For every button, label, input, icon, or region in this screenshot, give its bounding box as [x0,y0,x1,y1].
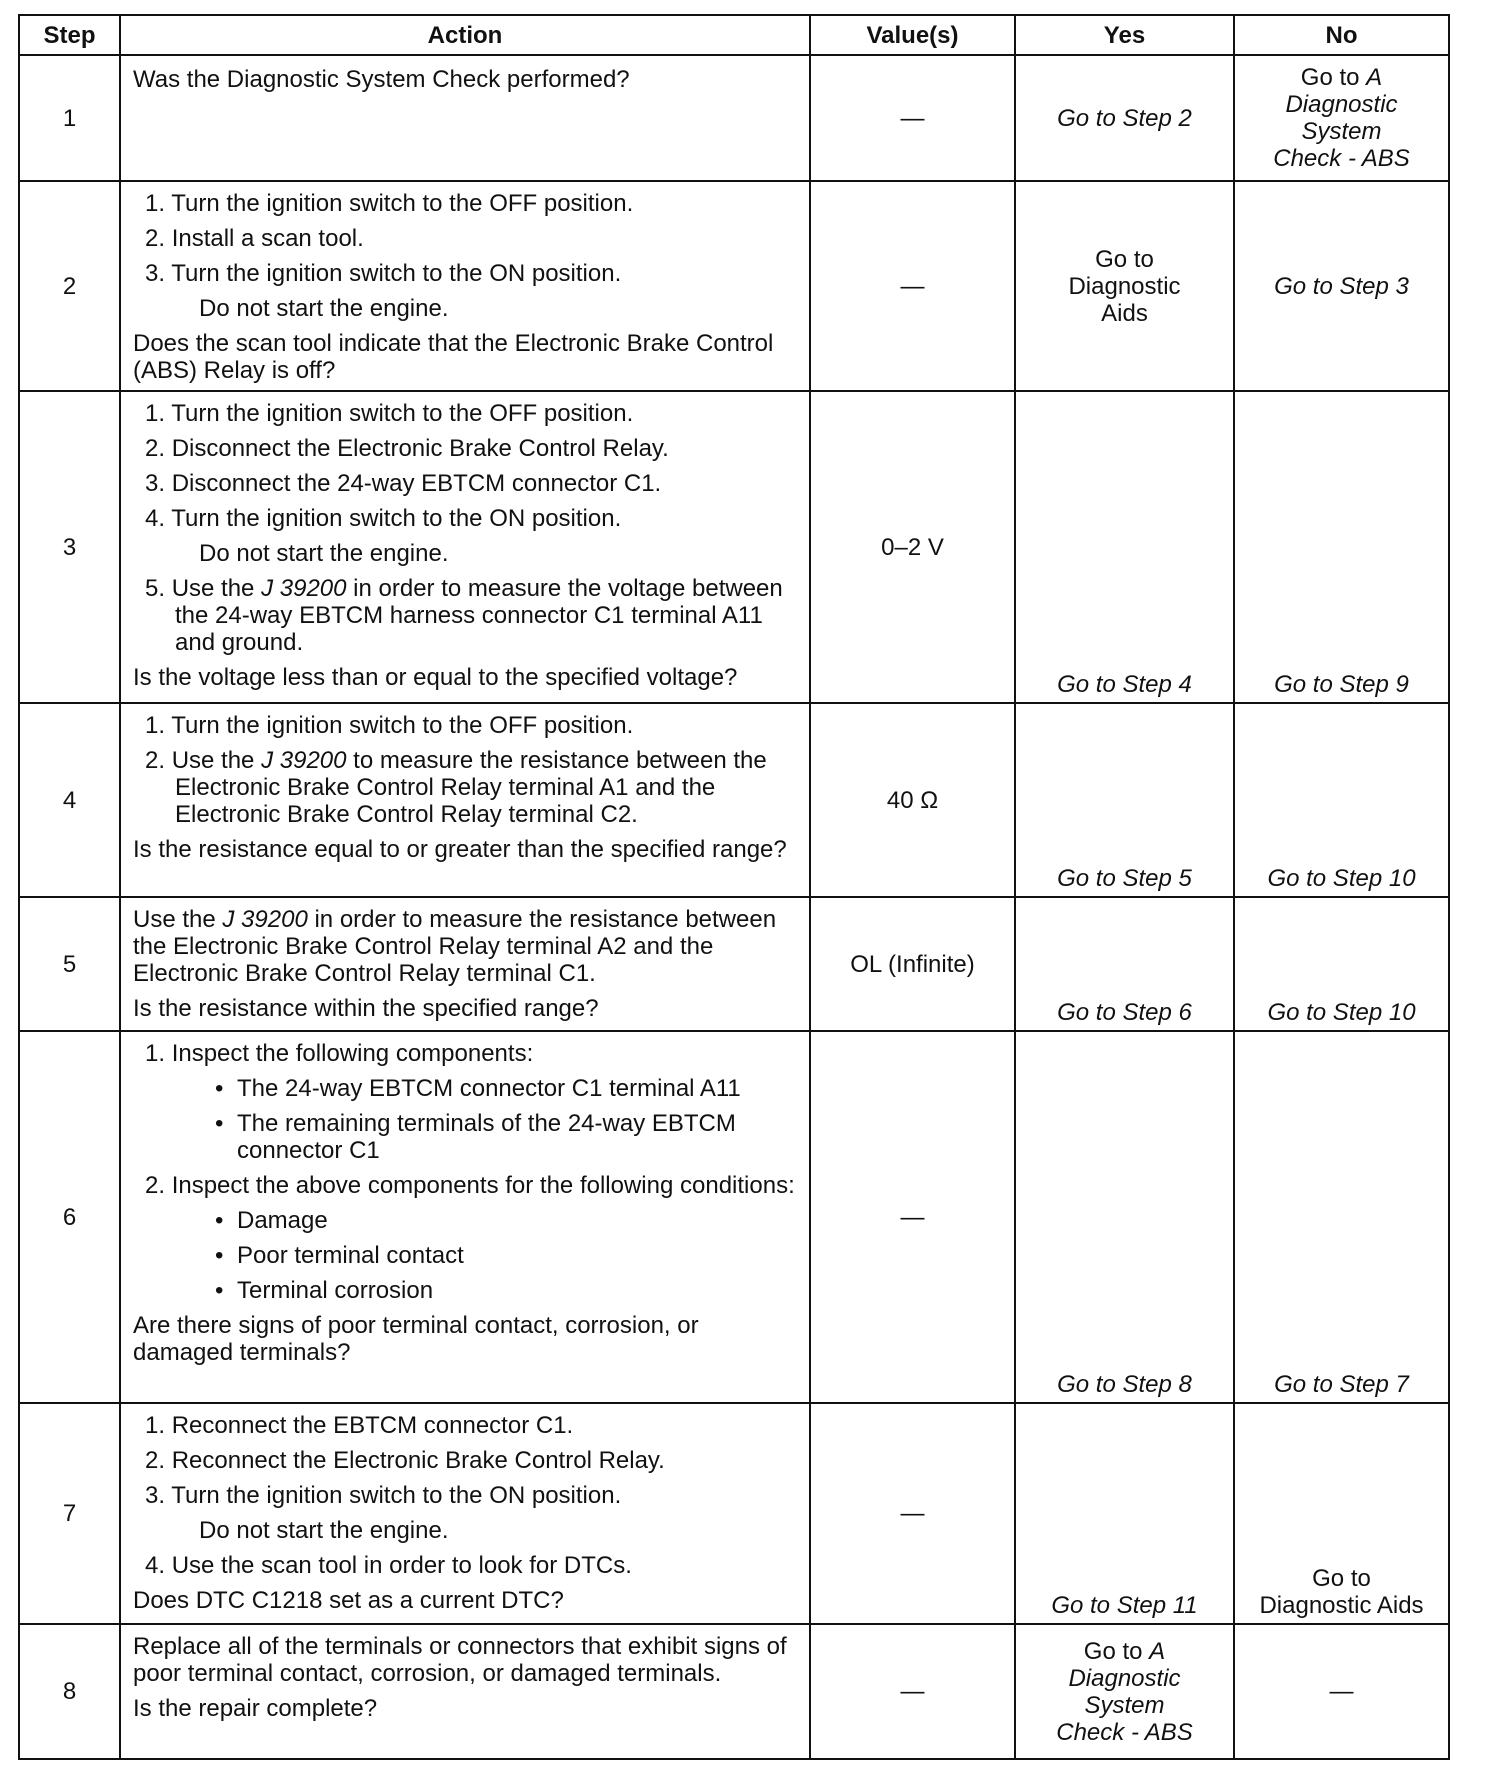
yes-text: Go to Diagnostic Aids [1068,245,1181,327]
value-cell: 0–2 V [810,391,1015,703]
bullet-item [133,1207,797,1234]
action-step [133,747,797,828]
action-cell [120,897,810,1031]
no-cell [1234,1031,1449,1403]
step-index: 2. [145,435,166,462]
action-step [133,505,797,532]
action-question: Is the voltage less than or equal to the specified voltage? [133,664,738,691]
no-cell [1234,703,1449,897]
action-question: Is the resistance within the specified range? [133,995,599,1022]
bullet-item [133,1277,797,1304]
yes-cell [1015,1031,1234,1403]
step-text: to measure the resistance between the Electronic Brake Control Relay terminal A1 and the Electronic Brake Control Relay terminal C2. [175,747,767,828]
table-row [19,1624,1449,1759]
yes-cell [1015,1403,1234,1624]
value-cell: — [810,181,1015,391]
bullet-text: The remaining terminals of the 24-way EBTCM connector C1 [237,1110,736,1164]
action-step [133,575,797,656]
step-text: Turn the ignition switch to the ON position. [171,505,622,532]
no-link: Go to Step 10 [1267,865,1416,892]
step-number: 6 [19,1031,120,1403]
value-cell: 40 Ω [810,703,1015,897]
value-cell: — [810,1624,1015,1759]
step-index: 2. [145,225,166,252]
bullet-text: Poor terminal contact [237,1242,464,1269]
step-index: 5. [145,575,166,602]
header-step: Step [19,15,120,55]
diagnostic-table [18,14,1450,1760]
tool-name: J 39200 [261,747,347,774]
bullet-item [133,1110,797,1164]
step-index: 3. [145,470,166,497]
step-text: Turn the ignition switch to the OFF position. [171,712,634,739]
action-cell [120,703,810,897]
action-step [133,712,797,739]
bullet-text: Terminal corrosion [237,1277,434,1304]
action-step [133,190,797,217]
yes-link: Go to Step 2 [1057,104,1192,132]
tool-name: J 39200 [261,575,347,602]
no-link: Go to Step 9 [1274,671,1409,698]
action-text: Replace all of the terminals or connectors that exhibit signs of poor terminal contact, corrosion, or damaged terminals. [133,1633,787,1687]
no-cell [1234,897,1449,1031]
action-note: Do not start the engine. [199,295,449,322]
action-question: Does DTC C1218 set as a current DTC? [133,1587,564,1614]
step-text: Inspect the following components: [171,1040,534,1067]
yes-link: Go to Step 6 [1057,999,1192,1026]
no-cell [1234,55,1449,181]
step-text: Turn the ignition switch to the ON position. [171,1482,622,1509]
header-no: No [1234,15,1449,55]
step-number: 4 [19,703,120,897]
step-text: Inspect the above components for the following conditions: [171,1172,795,1199]
yes-link: Go to Step 4 [1057,671,1192,698]
bullet-text: The 24-way EBTCM connector C1 terminal A11 [237,1075,741,1102]
step-index: 2. [145,747,166,774]
header-action: Action [120,15,810,55]
yes-cell [1015,703,1234,897]
bullet-icon: • [215,1207,224,1234]
no-cell [1234,391,1449,703]
step-index: 1. [145,712,166,739]
step-text: Reconnect the Electronic Brake Control Relay. [171,1447,665,1474]
action-question: Are there signs of poor terminal contact, corrosion, or damaged terminals? [133,1312,699,1366]
no-text: Go to Diagnostic Aids [1259,1565,1424,1619]
step-text: Reconnect the EBTCM connector C1. [171,1412,574,1439]
yes-cell [1015,1624,1234,1759]
step-number: 3 [19,391,120,703]
bullet-text: Damage [237,1207,328,1234]
action-step [133,1552,797,1579]
bullet-icon: • [215,1110,224,1137]
yes-link: Go to Step 11 [1051,1592,1198,1619]
action-step [133,260,797,287]
header-values: Value(s) [810,15,1015,55]
step-index: 1. [145,1040,166,1067]
action-step [133,400,797,427]
value-cell: OL (Infinite) [810,897,1015,1031]
yes-link: Go to Step 5 [1057,865,1192,892]
action-cell [120,1403,810,1624]
tool-name: J 39200 [222,906,308,933]
action-cell [120,181,810,391]
bullet-icon: • [215,1075,224,1102]
step-text: Use the [171,747,262,774]
action-step [133,1040,797,1067]
table-row [19,897,1449,1031]
header-row [19,15,1449,55]
no-cell [1234,1624,1449,1759]
action-step [133,470,797,497]
bullet-item [133,1075,797,1102]
yes-cell [1015,391,1234,703]
step-text: Use the scan tool in order to look for DTCs. [171,1552,632,1579]
action-step [133,1447,797,1474]
action-step [133,225,797,252]
step-number: 8 [19,1624,120,1759]
step-index: 1. [145,400,166,427]
table-row [19,703,1449,897]
step-number: 7 [19,1403,120,1624]
bullet-icon: • [215,1277,224,1304]
no-text: — [1329,1678,1354,1705]
step-text: Install a scan tool. [171,225,364,252]
step-index: 4. [145,505,166,532]
action-text-part: in order to measure the resistance between the Electronic Brake Control Relay terminal A2 and the Electronic Brake Control Relay terminal C1. [133,906,777,987]
yes-cell [1015,181,1234,391]
yes-link: Go to Step 8 [1057,1371,1192,1398]
action-note: Do not start the engine. [199,1517,449,1544]
value-cell: — [810,1031,1015,1403]
header-yes: Yes [1015,15,1234,55]
action-cell [120,1031,810,1403]
action-question: Is the repair complete? [133,1695,378,1722]
table-row [19,391,1449,703]
step-index: 2. [145,1447,166,1474]
action-step [133,1412,797,1439]
bullet-icon: • [215,1242,224,1269]
table-row [19,55,1449,181]
no-link: Go to Step 10 [1267,999,1416,1026]
bullet-item [133,1242,797,1269]
action-cell [120,55,810,181]
action-step [133,1482,797,1509]
value-cell: — [810,55,1015,181]
yes-link: A Diagnostic System Check - ABS [1056,1637,1193,1746]
no-text: Go to [1300,64,1367,91]
action-note: Do not start the engine. [199,540,449,567]
yes-text: Go to [1083,1637,1150,1665]
no-cell [1234,181,1449,391]
no-link: Go to Step 3 [1274,272,1409,300]
step-text: Turn the ignition switch to the OFF position. [171,190,634,217]
step-text: Disconnect the Electronic Brake Control Relay. [171,435,669,462]
action-step [133,435,797,462]
table-row [19,1031,1449,1403]
action-question: Does the scan tool indicate that the Electronic Brake Control (ABS) Relay is off? [133,330,774,384]
step-text: Use the [171,575,262,602]
step-index: 3. [145,1482,166,1509]
step-text: in order to measure the voltage between the 24-way EBTCM harness connector C1 terminal A11 and ground. [175,575,783,656]
step-index: 1. [145,1412,166,1439]
action-step [133,1172,797,1199]
value-cell: — [810,1403,1015,1624]
yes-cell [1015,897,1234,1031]
step-text: Turn the ignition switch to the ON position. [171,260,622,287]
step-index: 1. [145,190,166,217]
step-index: 2. [145,1172,166,1199]
action-cell [120,1624,810,1759]
no-link: Go to Step 7 [1274,1371,1409,1398]
table-row [19,1403,1449,1624]
table-row [19,181,1449,391]
no-link: A Diagnostic System Check - ABS [1273,64,1410,172]
step-text: Turn the ignition switch to the OFF position. [171,400,634,427]
action-text-part: Use the [133,906,223,933]
step-number: 2 [19,181,120,391]
action-question: Is the resistance equal to or greater than the specified range? [133,836,787,863]
step-number: 1 [19,55,120,181]
action-cell [120,391,810,703]
step-index: 3. [145,260,166,287]
action-text: Was the Diagnostic System Check performed? [133,66,630,93]
action-text [133,906,797,987]
no-cell [1234,1403,1449,1624]
step-number: 5 [19,897,120,1031]
step-text: Disconnect the 24-way EBTCM connector C1. [171,470,662,497]
step-index: 4. [145,1552,166,1579]
yes-cell [1015,55,1234,181]
